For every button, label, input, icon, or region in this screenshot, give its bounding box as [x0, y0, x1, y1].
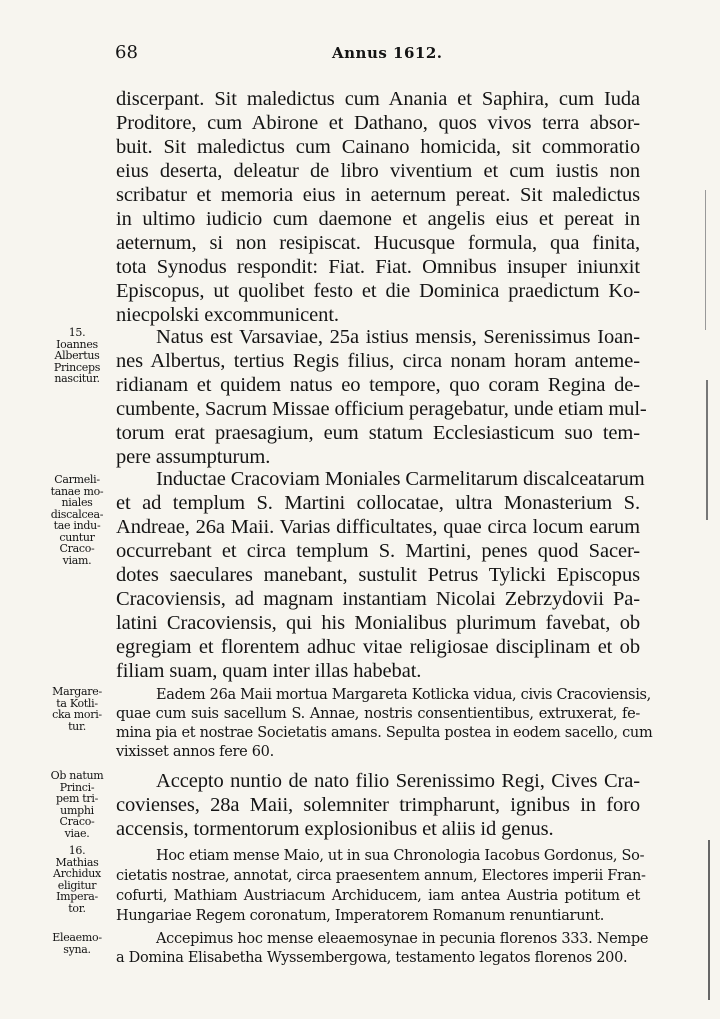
- margin-line: Carmeli-: [54, 473, 100, 486]
- margin-line: Craco-: [59, 815, 95, 828]
- margin-line: Ob natum: [50, 769, 104, 782]
- margin-line: Albertus: [54, 349, 100, 362]
- text-line: ridianam et quidem natus eo tempore, quo coram Regina de-: [116, 374, 640, 396]
- text-line: pere assumpturum.: [116, 446, 271, 468]
- margin-note-eleaemosyna: [44, 932, 110, 955]
- text-line: et ad templum S. Martini collocatae, ultra Monasterium S.: [116, 492, 640, 514]
- scan-edge-mark: [706, 380, 708, 520]
- text-line: filiam suam, quam inter illas habebat.: [116, 660, 422, 682]
- text-line: a Domina Elisabetha Wyssembergowa, testamento legatos florenos 200.: [116, 950, 628, 966]
- margin-line: pem tri-: [56, 792, 98, 805]
- text-line: cofurti, Mathiam Austriacum Archiducem, iam antea Austria potitum et: [116, 888, 640, 904]
- text-line: discerpant. Sit maledictus cum Anania et Saphira, cum Iuda: [116, 88, 640, 110]
- text-line: scribatur et memoria eius in aeternum pereat. Sit maledictus: [116, 184, 640, 206]
- margin-line: tanae mo-: [50, 484, 104, 498]
- margin-note-carmelitanae: [44, 474, 110, 566]
- text-line: niecpolski excommunicent.: [116, 304, 339, 326]
- text-line: latini Cracoviensis, qui his Monialibus plurimum favebat, ob: [116, 612, 640, 634]
- page-header: [0, 42, 720, 66]
- text-line: nes Albertus, tertius Regis filius, circa nonam horam anteme-: [116, 350, 640, 372]
- margin-line: Princi-: [59, 780, 95, 794]
- text-line: mina pia et nostrae Societatis amans. Sepulta postea in eodem sacello, cum: [116, 725, 653, 741]
- margin-line: 16.: [68, 844, 86, 857]
- text-line: Natus est Varsaviae, 25a istius mensis, Serenissimus Ioan-: [156, 326, 640, 348]
- margin-line: Princeps: [53, 360, 101, 374]
- margin-note-kotlicka: [44, 686, 110, 732]
- margin-note-mathias: [44, 845, 110, 914]
- margin-line: syna.: [63, 942, 91, 956]
- scan-edge-mark: [705, 190, 706, 330]
- text-line: torum erat praesagium, eum statum Ecclesiasticum suo tem-: [116, 422, 640, 444]
- margin-line: 15.: [68, 326, 86, 339]
- margin-line: Ioannes: [56, 337, 98, 351]
- text-line: eius deserta, deleatur de libro viventium et cum iustis non: [116, 160, 640, 182]
- text-line: Cracoviensis, ad magnam instantiam Nicolai Zebrzydovii Pa-: [116, 588, 640, 610]
- margin-line: Margare-: [52, 685, 102, 698]
- text-line: quae cum suis sacellum S. Annae, nostris consentientibus, extruxerat, fe-: [116, 706, 640, 722]
- margin-note-triumphi: [44, 770, 110, 839]
- text-line: Episcopus, ut quolibet festo et die Dominica praedictum Ko-: [116, 280, 640, 302]
- text-line: accensis, tormentorum explosionibus et aliis id genus.: [116, 818, 554, 840]
- running-title: Annus 1612.: [332, 44, 443, 62]
- text-line: egregiam et florentem adhuc vitae religiosae disciplinam et ob: [116, 636, 640, 658]
- margin-line: Eleaemo-: [52, 931, 102, 944]
- margin-line: eligitur: [57, 878, 97, 892]
- text-line: vixisset annos fere 60.: [116, 744, 274, 760]
- margin-note-ioannes-albertus: [44, 327, 110, 385]
- text-line: Accepimus hoc mense eleaemosynae in pecunia florenos 333. Nempe: [156, 931, 649, 947]
- margin-line: Impera-: [56, 890, 98, 903]
- text-line: covienses, 28a Maii, solemniter trimpharunt, ignibus in foro: [116, 794, 640, 816]
- text-line: buit. Sit maledictus cum Cainano homicida, sit commoratio: [116, 136, 640, 158]
- text-line: in ultimo iudicio cum daemone et angelis eius et pereat in: [116, 208, 640, 230]
- text-line: occurrebant et circa templum S. Martini, penes quod Sacer-: [116, 540, 640, 562]
- text-line: Andreae, 26a Maii. Varias difficultates, quae circa locum earum: [116, 516, 640, 538]
- margin-line: cuntur: [59, 530, 95, 544]
- text-line: Inductae Cracoviam Moniales Carmelitarum discalceatarum: [156, 468, 645, 490]
- margin-line: Archidux: [53, 867, 101, 880]
- margin-line: cka mori-: [52, 708, 102, 721]
- text-line: cumbente, Sacrum Missae officium peragebatur, unde etiam mul-: [116, 398, 647, 420]
- margin-line: nascitur.: [54, 372, 100, 385]
- margin-line: tur.: [68, 719, 86, 733]
- margin-line: tae indu-: [53, 519, 101, 532]
- text-line: dotes saeculares manebant, sustulit Petrus Tylicki Episcopus: [116, 564, 640, 586]
- margin-line: viae.: [64, 826, 90, 840]
- margin-line: viam.: [62, 553, 92, 567]
- margin-line: discalcea-: [50, 507, 104, 521]
- margin-line: Mathias: [55, 855, 99, 869]
- margin-line: ta Kotli-: [56, 696, 98, 710]
- text-line: Accepto nuntio de nato filio Serenissimo Regi, Cives Cra-: [156, 770, 640, 792]
- text-line: aeternum, si non resipiscat. Hucusque formula, qua finita,: [116, 232, 640, 254]
- margin-line: Craco-: [59, 542, 95, 555]
- text-line: Hungariae Regem coronatum, Imperatorem Romanum renuntiarunt.: [116, 908, 605, 924]
- text-line: Proditore, cum Abirone et Dathano, quos vivos terra absor-: [116, 112, 640, 134]
- margin-line: niales: [61, 496, 93, 509]
- text-line: Hoc etiam mense Maio, ut in sua Chronologia Iacobus Gordonus, So-: [156, 848, 645, 864]
- page-number: 68: [115, 42, 138, 63]
- text-line: Eadem 26a Maii mortua Margareta Kotlicka vidua, civis Cracoviensis,: [156, 687, 651, 703]
- margin-line: umphi: [60, 803, 94, 817]
- scan-edge-mark: [708, 840, 710, 1000]
- text-line: tota Synodus respondit: Fiat. Fiat. Omnibus insuper iniunxit: [116, 256, 640, 278]
- margin-line: tor.: [68, 901, 86, 915]
- text-line: cietatis nostrae, annotat, circa praesentem annum, Electores imperii Fran-: [116, 868, 646, 884]
